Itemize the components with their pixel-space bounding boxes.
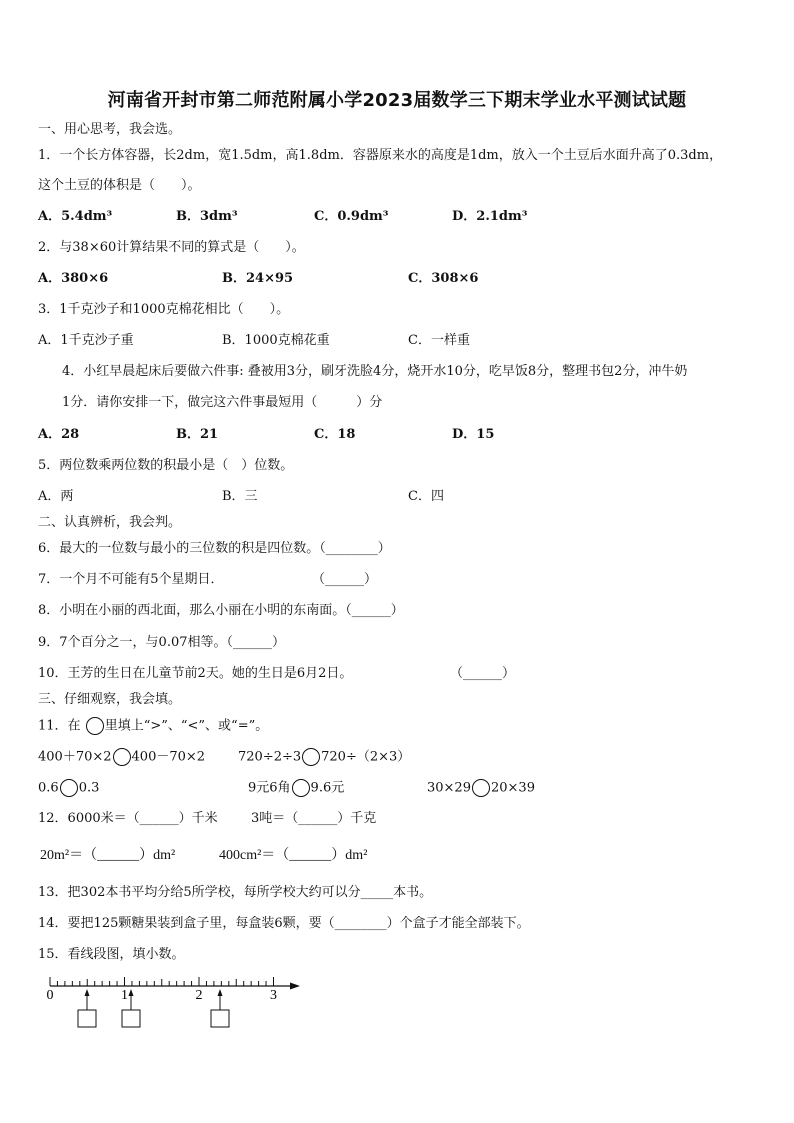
question-11 [38, 717, 268, 736]
question-2: 2．与38×60计算结果不同的算式是（ ）。 [38, 240, 305, 255]
question-14: 14．要把125颗糖果装到盒子里，每盒装6颗，要（________）个盒子才能全部装下。 [38, 916, 530, 931]
compare-expression-5 [427, 779, 535, 798]
question-12-part-1: 12．6000米＝（______）千米 [38, 811, 218, 826]
question-5-option-a: A．两 [38, 489, 74, 504]
question-9: 9．7个百分之一，与0.07相等。（______） [38, 635, 285, 650]
answer-box-3[interactable] [211, 1010, 229, 1027]
question-10: 10．王芳的生日在儿童节前2天。她的生日是6月2日。 [38, 666, 353, 681]
question-3-option-c: C．一样重 [408, 333, 470, 348]
tick-label: 3 [270, 988, 277, 1003]
number-line-figure [38, 966, 308, 1032]
expr-5-right: 20×39 [490, 780, 535, 796]
page-title: 河南省开封市第二师范附属小学2023届数学三下期末学业水平测试试题 [107, 90, 687, 111]
answer-box-1[interactable] [78, 1010, 96, 1027]
question-5: 5．两位数乘两位数的积最小是（ ）位数。 [38, 458, 294, 473]
question-13: 13．把302本书平均分给5所学校，每所学校大约可以分_____本书。 [38, 885, 433, 900]
up-arrow-icon [218, 989, 223, 996]
compare-expression-4 [248, 779, 344, 798]
question-4-option-b: B．21 [176, 427, 219, 442]
question-6: 6．最大的一位数与最小的三位数的积是四位数。（________） [38, 541, 391, 556]
answer-circle-5[interactable] [472, 779, 490, 797]
question-7-blank: （______） [312, 572, 378, 587]
expr-5-left: 30×29 [427, 780, 471, 796]
section-heading-judge: 二、认真辨析，我会判。 [38, 515, 182, 530]
question-1-line-1: 1．一个长方体容器，长2dm，宽1.5dm，高1.8dm．容器原来水的高度是1dm，放入一个土豆后水面升高了0.3dm， [38, 148, 723, 163]
section-heading-choose: 一、用心思考，我会选。 [38, 122, 182, 137]
question-15: 15．看线段图，填小数。 [38, 947, 185, 962]
question-4-option-c: C．18 [314, 427, 356, 442]
up-arrow-icon [85, 989, 90, 996]
expr-4-right: 9.6元 [310, 780, 345, 796]
expr-3-right: 0.3 [78, 780, 100, 796]
expr-3-left: 0.6 [38, 780, 59, 796]
section-heading-fill: 三、仔细观察，我会填。 [38, 692, 182, 707]
expr-1-left: 400＋70×2 [38, 749, 112, 765]
compare-expression-1 [38, 748, 205, 767]
question-4-line-1: 4．小红早晨起床后要做六件事: 叠被用3分，刷牙洗脸4分，烧开水10分，吃早饭8分，整理书包2分，冲牛奶 [62, 364, 688, 379]
compare-expression-3 [38, 779, 99, 798]
question-3-option-b: B．1000克棉花重 [222, 333, 330, 348]
question-4-line-2: 1分．请你安排一下，做完这六件事最短用（ ）分 [62, 395, 383, 410]
expr-1-right: 400－70×2 [131, 749, 206, 765]
question-2-option-b: B．24×95 [222, 271, 294, 286]
question-5-option-c: C．四 [408, 489, 444, 504]
question-11-prefix: 11．在 [38, 718, 81, 734]
question-1-option-c: C．0.9dm³ [314, 209, 389, 224]
question-11-instruction: 里填上“>”、“<”、或“=”。 [104, 718, 269, 734]
question-3: 3．1千克沙子和1000克棉花相比（ ）。 [38, 302, 290, 317]
answer-circle-4[interactable] [292, 779, 310, 797]
question-1-option-b: B．3dm³ [176, 209, 238, 224]
question-4-option-d: D．15 [452, 427, 495, 442]
expr-2-left: 720÷2÷3 [238, 749, 302, 765]
question-4-option-a: A．28 [38, 427, 80, 442]
tick-label: 2 [195, 988, 203, 1003]
tick-label: 1 [121, 988, 128, 1003]
question-1-option-d: D．2.1dm³ [452, 209, 528, 224]
tick-label: 0 [46, 988, 54, 1003]
question-8: 8．小明在小丽的西北面，那么小丽在小明的东南面。（______） [38, 603, 404, 618]
up-arrow-icon [129, 989, 134, 996]
compare-expression-2 [238, 748, 410, 767]
answer-circle-1[interactable] [113, 748, 131, 766]
question-10-blank: （______） [450, 666, 516, 681]
question-3-option-a: A．1千克沙子重 [38, 333, 134, 348]
question-2-option-c: C．308×6 [408, 271, 479, 286]
question-5-option-b: B．三 [222, 489, 258, 504]
expr-2-right: 720÷（2×3） [321, 749, 411, 765]
question-1-option-a: A．5.4dm³ [38, 209, 113, 224]
question-12-part-4: 400cm²＝（______）dm² [219, 848, 368, 863]
question-2-option-a: A．380×6 [38, 271, 109, 286]
question-12-part-2: 3吨＝（______）千克 [251, 811, 377, 826]
compare-circle-icon [86, 717, 104, 735]
answer-box-2[interactable] [122, 1010, 140, 1027]
answer-circle-3[interactable] [60, 779, 78, 797]
question-12-part-3: 20m²＝（______）dm² [40, 848, 176, 863]
question-1-line-2: 这个土豆的体积是（ ）。 [38, 178, 201, 193]
number-line-arrow-icon [290, 983, 300, 990]
answer-circle-2[interactable] [302, 748, 320, 766]
question-7: 7．一个月不可能有5个星期日． [38, 572, 224, 587]
expr-4-left: 9元6角 [248, 780, 291, 796]
